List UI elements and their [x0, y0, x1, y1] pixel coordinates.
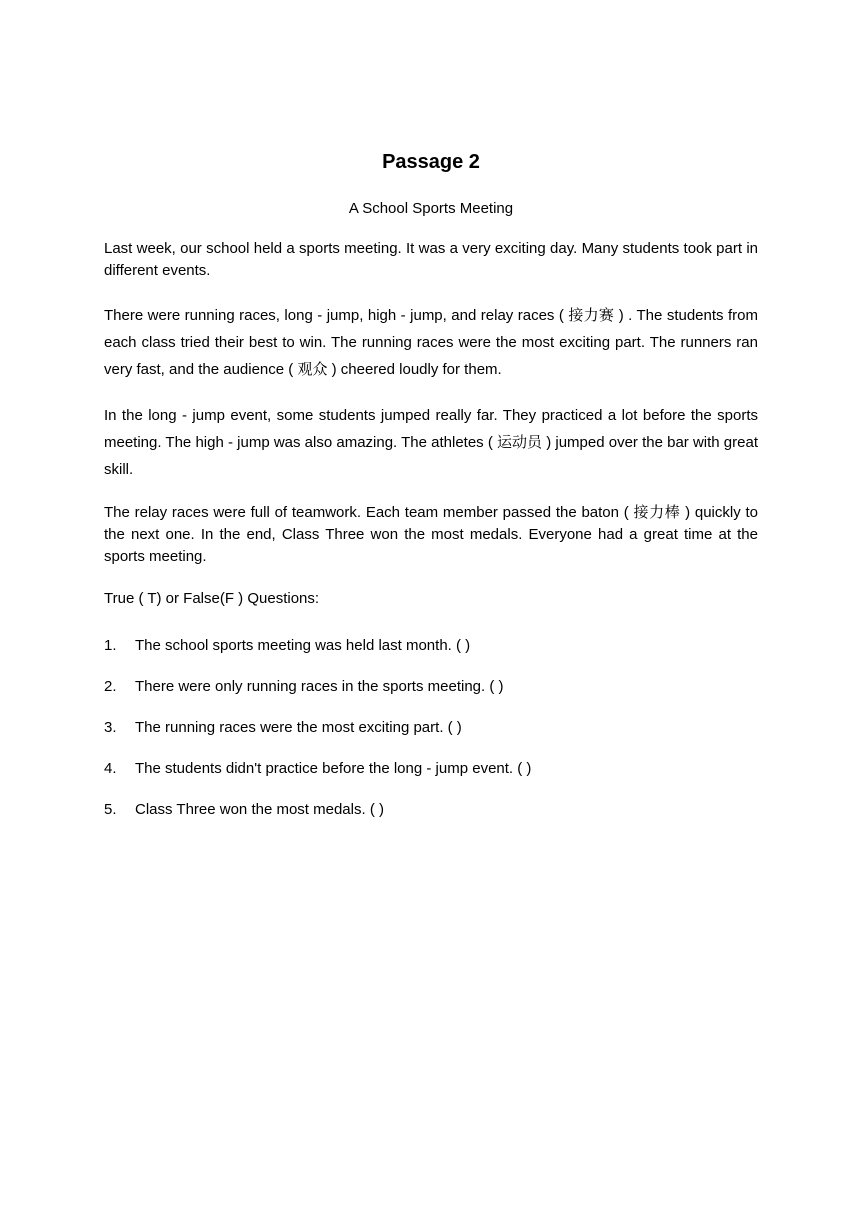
question-number: 5. — [104, 801, 117, 818]
question-text: The running races were the most exciting part. ( ) — [135, 719, 462, 736]
question-number: 2. — [104, 678, 117, 695]
question-item — [104, 635, 758, 657]
question-text: Class Three won the most medals. ( ) — [135, 801, 384, 818]
paragraph-1: Last week, our school held a sports meeting. It was a very exciting day. Many students took part in different events. — [104, 240, 758, 279]
question-number: 3. — [104, 719, 117, 736]
question-number: 4. — [104, 760, 117, 777]
paragraph-2: There were running races, long - jump, high - jump, and relay races ( 接力赛 ) . The students from each class tried their best to win. The running races were the most exciting part. The runners ran very fast, and the audience ( 观众 ) cheered loudly for them. — [104, 307, 758, 378]
paragraph-3: In the long - jump event, some students jumped really far. They practiced a lot before the sports meeting. The high - jump was also amazing. The athletes ( 运动员 ) jumped over the bar with great skill. — [104, 407, 758, 478]
question-text: The school sports meeting was held last month. ( ) — [135, 637, 471, 654]
question-text: There were only running races in the sports meeting. ( ) — [135, 678, 504, 695]
question-item — [104, 799, 758, 821]
passage-title: Passage 2 — [382, 151, 480, 173]
question-item — [104, 717, 758, 739]
questions-heading: True ( T) or False(F ) Questions: — [104, 590, 320, 607]
question-number: 1. — [104, 637, 117, 654]
paragraph-4: The relay races were full of teamwork. Each team member passed the baton ( 接力棒 ) quickly to the next one. In the end, Class Three won the most medals. Everyone had a great time at the sports meeting. — [104, 504, 758, 565]
question-list — [104, 635, 758, 821]
document-page — [104, 148, 758, 840]
question-item — [104, 758, 758, 780]
question-item — [104, 676, 758, 698]
question-text: The students didn't practice before the long - jump event. ( ) — [135, 760, 532, 777]
passage-subtitle: A School Sports Meeting — [348, 200, 514, 217]
